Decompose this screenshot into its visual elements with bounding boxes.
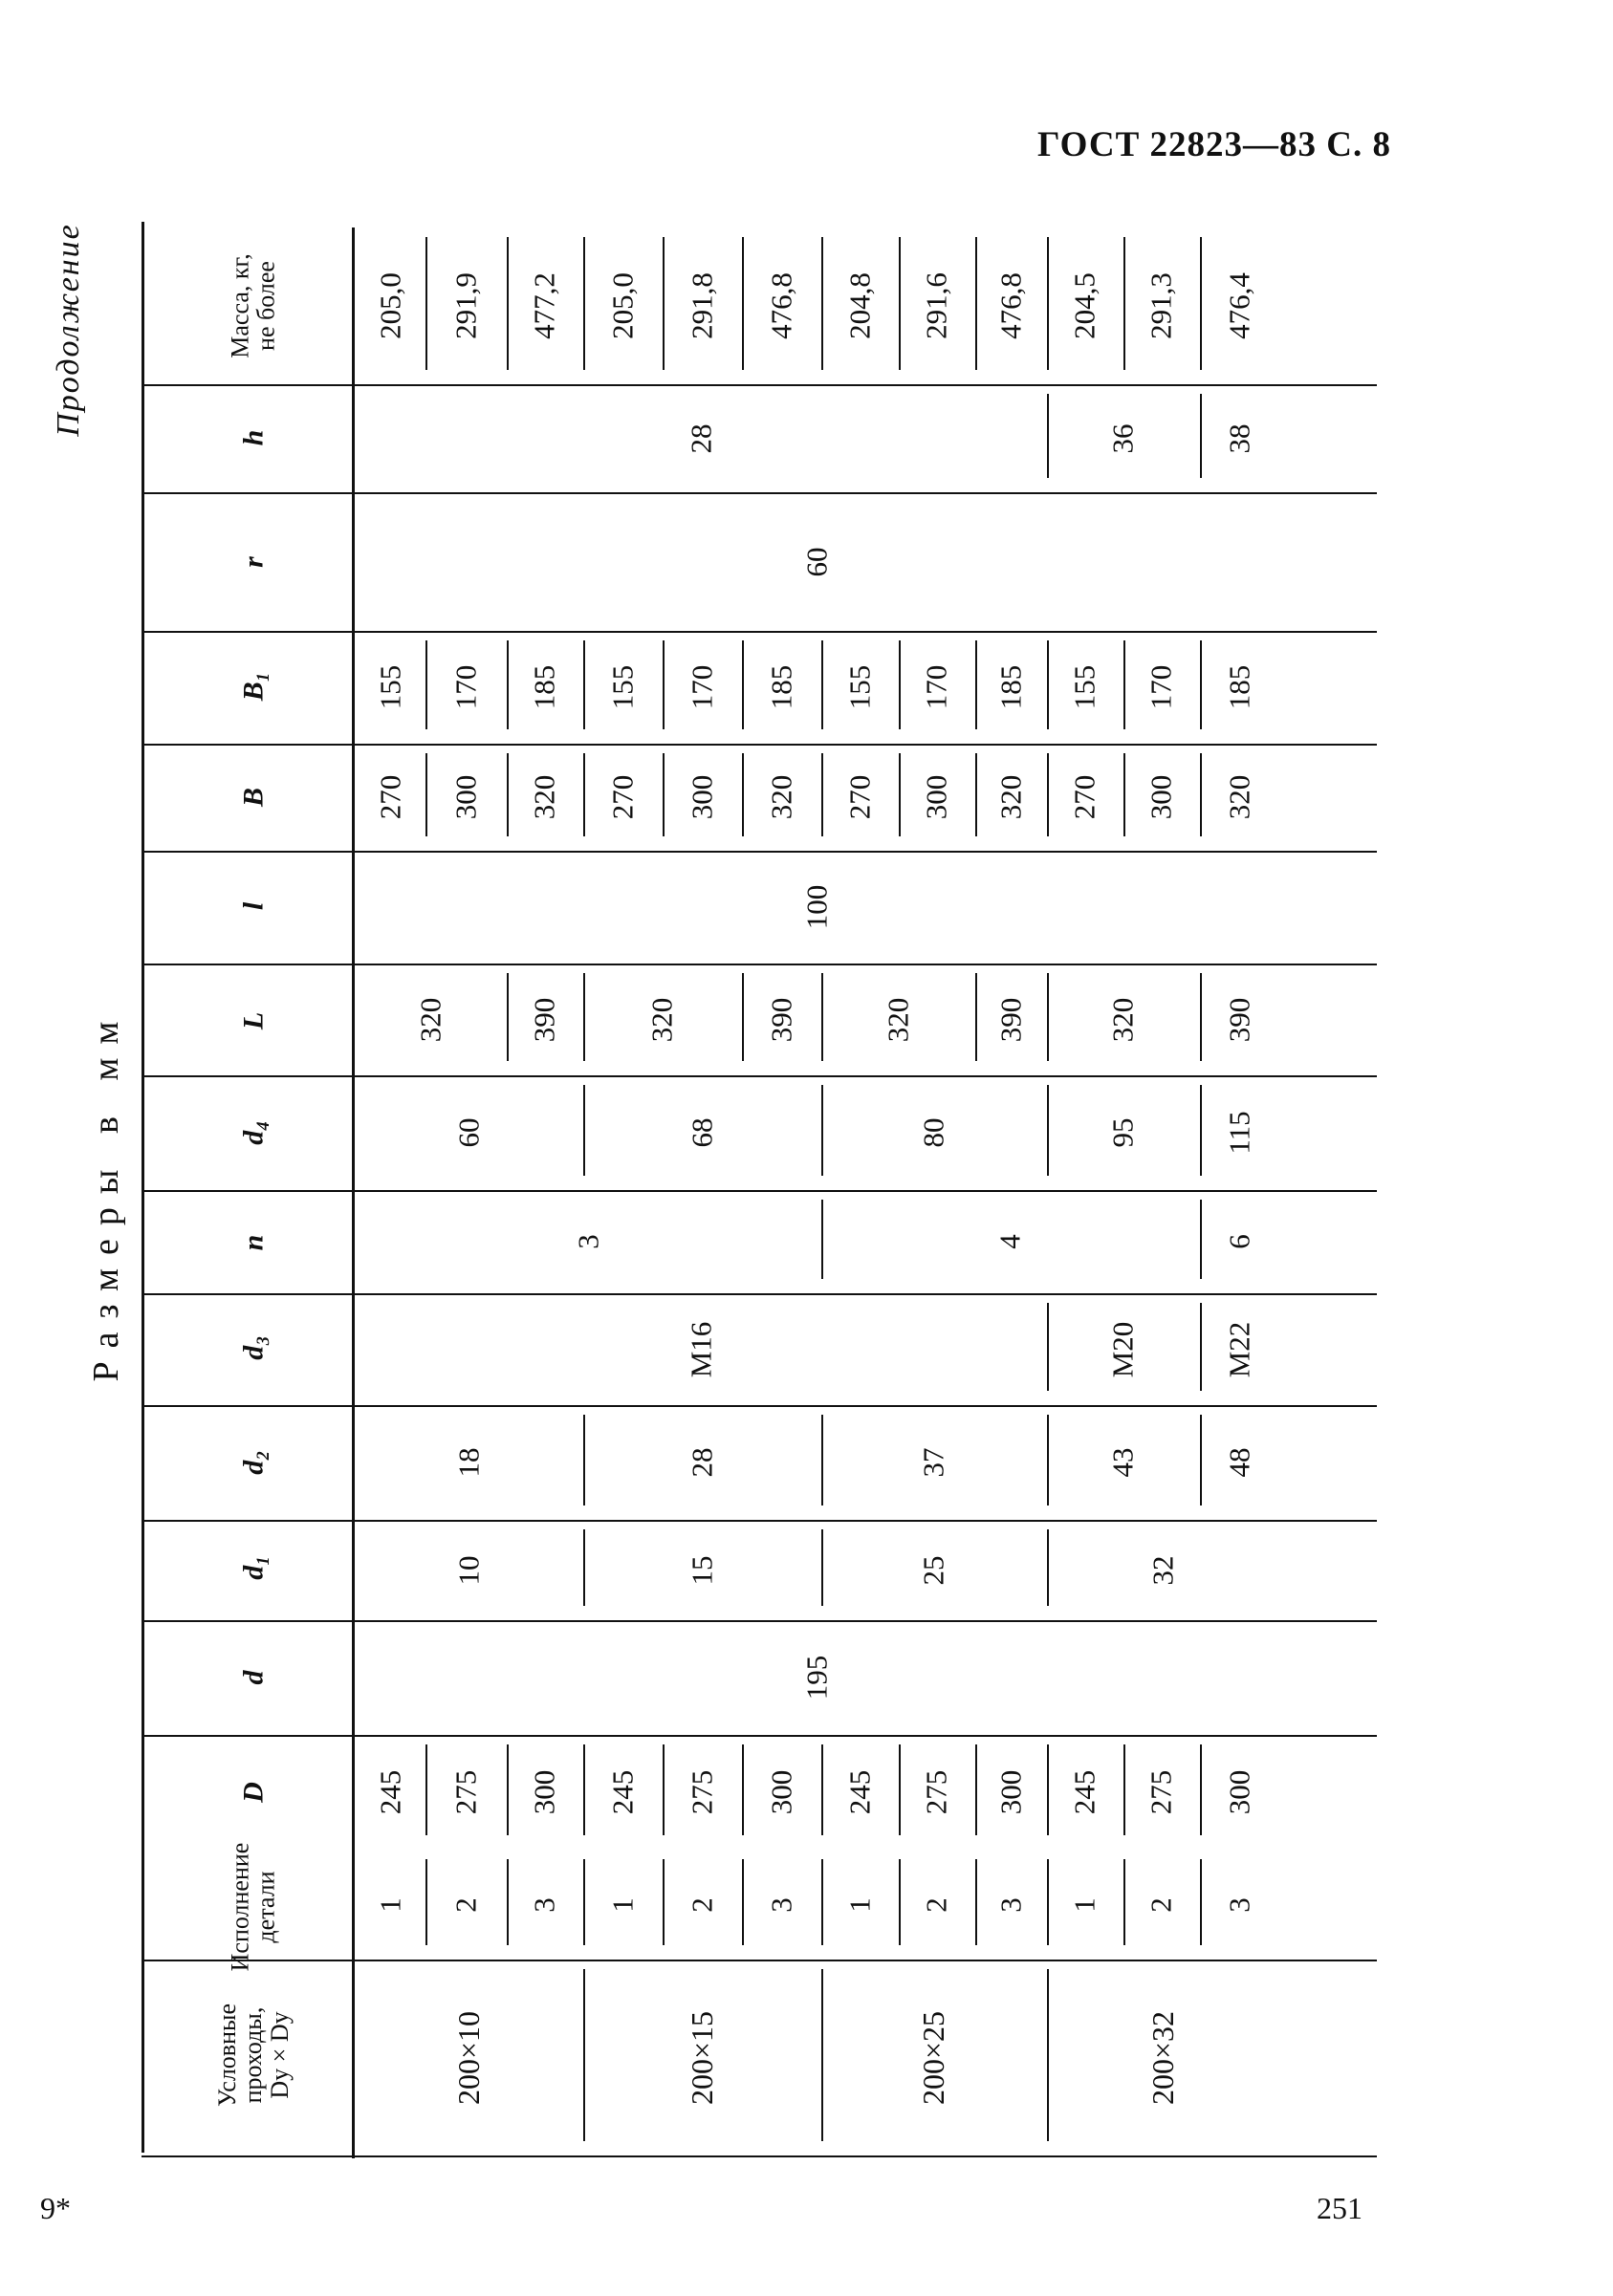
cell-B: 300 [685, 774, 719, 820]
row-divider [1123, 237, 1125, 370]
group-divider [1200, 1415, 1202, 1505]
cell-D: 245 [1067, 1769, 1101, 1815]
header-d4: d₄ [237, 1120, 270, 1145]
group-r: 60 [799, 547, 834, 576]
cell-mass: 205,0 [605, 272, 640, 339]
cell-mass: 291,3 [1144, 272, 1178, 339]
row-divider [663, 1744, 665, 1835]
cell-B1: 185 [1222, 664, 1256, 710]
group-d2: 18 [451, 1447, 486, 1478]
row-divider [425, 237, 427, 370]
group-d4: 80 [916, 1117, 950, 1148]
group-divider [1200, 1303, 1202, 1391]
cell-mass: 476,8 [764, 272, 798, 339]
header-passage: Условные проходы, Dу × Dу [213, 2004, 294, 2107]
row-divider [742, 237, 744, 370]
group-d2: 37 [916, 1447, 950, 1478]
cell-D: 275 [685, 1769, 719, 1815]
group-d1: 10 [451, 1555, 486, 1585]
row-divider [975, 1744, 977, 1835]
row-divider [975, 753, 977, 836]
group-d2: 48 [1222, 1447, 1256, 1478]
header-d2: d₂ [237, 1450, 270, 1475]
continuation-label: Продолжение [51, 223, 87, 437]
row-divider [425, 640, 427, 729]
group-divider [821, 1200, 823, 1279]
cell-execution: 2 [1144, 1896, 1178, 1913]
group-d3: M22 [1222, 1321, 1256, 1377]
cell-B: 300 [919, 774, 953, 820]
row-divider [663, 1859, 665, 1945]
column-divider [142, 1293, 1377, 1295]
footer-signature: 9* [40, 2191, 71, 2225]
row-divider [821, 1744, 823, 1835]
group-divider [1047, 394, 1049, 478]
header-h: h [237, 429, 270, 446]
cell-mass: 291,8 [685, 272, 719, 339]
group-L: 390 [764, 997, 798, 1042]
row-divider [742, 640, 744, 729]
row-divider [899, 237, 901, 370]
group-divider [821, 1415, 823, 1505]
row-divider [975, 640, 977, 729]
cell-execution: 1 [842, 1896, 877, 1913]
cell-B1: 170 [1144, 664, 1178, 710]
row-divider [507, 640, 509, 729]
group-d3: M20 [1105, 1321, 1140, 1377]
row-divider [1200, 237, 1202, 370]
group-divider [821, 1969, 823, 2141]
group-d4: 115 [1222, 1111, 1256, 1155]
group-divider [583, 1529, 585, 1606]
cell-mass: 204,8 [842, 272, 877, 339]
cell-B1: 170 [448, 664, 483, 710]
cell-execution: 1 [1067, 1896, 1101, 1913]
header-B1: B₁ [237, 671, 270, 702]
group-divider [742, 973, 744, 1061]
group-L: 390 [993, 997, 1028, 1042]
row-divider [899, 640, 901, 729]
cell-D: 245 [605, 1769, 640, 1815]
cell-D: 300 [764, 1769, 798, 1815]
group-d4: 95 [1105, 1117, 1140, 1148]
cell-execution: 1 [373, 1896, 407, 1913]
row-divider [742, 1859, 744, 1945]
row-divider [742, 753, 744, 836]
cell-B1: 185 [993, 664, 1028, 710]
group-L: 320 [881, 997, 915, 1042]
group-d1: 15 [685, 1555, 719, 1585]
row-divider [899, 1744, 901, 1835]
row-divider [663, 237, 665, 370]
row-divider [507, 1859, 509, 1945]
group-h: 38 [1222, 423, 1256, 453]
group-divider [583, 973, 585, 1061]
group-passage: 200×10 [451, 2010, 487, 2105]
cell-B1: 170 [919, 664, 953, 710]
cell-execution: 3 [764, 1896, 798, 1913]
cell-execution: 2 [685, 1896, 719, 1913]
cell-B: 320 [764, 774, 798, 820]
table-left-border [142, 222, 144, 2153]
group-divider [507, 973, 509, 1061]
row-divider [1200, 640, 1202, 729]
header-L: L [237, 1011, 270, 1030]
row-divider [663, 753, 665, 836]
group-n: 4 [992, 1234, 1027, 1249]
cell-mass: 476,4 [1222, 272, 1256, 339]
group-L: 320 [644, 997, 679, 1042]
group-divider [821, 1085, 823, 1176]
header-d3: d₃ [237, 1335, 270, 1360]
group-divider [1200, 973, 1202, 1061]
group-passage: 200×15 [684, 2010, 719, 2105]
row-divider [1123, 1859, 1125, 1945]
row-divider [583, 753, 585, 836]
row-divider [821, 753, 823, 836]
group-divider [1047, 1085, 1049, 1176]
cell-B1: 155 [373, 664, 407, 710]
cell-execution: 3 [527, 1896, 561, 1913]
cell-D: 275 [1144, 1769, 1178, 1815]
cell-D: 245 [373, 1769, 407, 1815]
group-passage: 200×25 [916, 2010, 951, 2105]
row-divider [507, 237, 509, 370]
cell-B1: 155 [605, 664, 640, 710]
column-divider [142, 964, 1377, 965]
page-header: ГОСТ 22823—83 С. 8 [1037, 125, 1391, 164]
group-h: 36 [1105, 423, 1140, 453]
group-divider [1047, 1303, 1049, 1391]
row-divider [975, 237, 977, 370]
cell-D: 275 [919, 1769, 953, 1815]
group-d: 195 [799, 1655, 834, 1700]
cell-B: 320 [527, 774, 561, 820]
row-divider [583, 1859, 585, 1945]
column-divider [142, 744, 1377, 746]
row-divider [821, 1859, 823, 1945]
header-d: d [237, 1670, 270, 1685]
group-divider [583, 1969, 585, 2141]
header-execution: Исполнение детали [226, 1842, 280, 1972]
row-divider [899, 1859, 901, 1945]
column-divider [142, 492, 1377, 494]
cell-B1: 170 [685, 664, 719, 710]
column-divider [142, 1190, 1377, 1192]
column-divider [142, 851, 1377, 853]
row-divider [507, 1744, 509, 1835]
column-divider [142, 631, 1377, 633]
row-divider [899, 753, 901, 836]
group-d2: 28 [685, 1447, 719, 1478]
cell-B1: 155 [1067, 664, 1101, 710]
cell-execution: 3 [1222, 1896, 1256, 1913]
row-divider [583, 1744, 585, 1835]
row-divider [425, 1859, 427, 1945]
group-d2: 43 [1105, 1447, 1140, 1478]
row-divider [821, 640, 823, 729]
cell-mass: 205,0 [373, 272, 407, 339]
cell-D: 300 [527, 1769, 561, 1815]
group-passage: 200×32 [1144, 2010, 1180, 2105]
column-divider [142, 1405, 1377, 1407]
cell-mass: 291,9 [448, 272, 483, 339]
cell-B: 300 [448, 774, 483, 820]
cell-B: 320 [993, 774, 1028, 820]
header-d1: d₁ [237, 1555, 270, 1580]
column-divider [142, 1620, 1377, 1622]
cell-D: 300 [993, 1769, 1028, 1815]
cell-B1: 155 [842, 664, 877, 710]
group-h: 28 [684, 423, 718, 453]
cell-B1: 185 [527, 664, 561, 710]
cell-B: 320 [1222, 774, 1256, 820]
header-B: B [237, 787, 270, 808]
row-divider [425, 753, 427, 836]
cell-B: 270 [1067, 774, 1101, 820]
cell-execution: 1 [605, 1896, 640, 1913]
row-divider [1200, 753, 1202, 836]
column-divider [142, 1735, 1377, 1737]
dimensions-caption: Размеры в мм [86, 1007, 127, 1382]
column-divider [142, 384, 1377, 386]
group-divider [1047, 1969, 1049, 2141]
group-divider [975, 973, 977, 1061]
group-n: 6 [1222, 1234, 1256, 1249]
row-divider [1047, 753, 1049, 836]
row-divider [1047, 640, 1049, 729]
group-divider [1200, 394, 1202, 478]
cell-D: 275 [448, 1769, 483, 1815]
cell-B: 270 [842, 774, 877, 820]
cell-B: 300 [1144, 774, 1178, 820]
group-divider [583, 1415, 585, 1505]
group-d3: M16 [684, 1321, 718, 1377]
row-divider [1047, 237, 1049, 370]
group-L: 320 [1105, 997, 1140, 1042]
cell-B: 270 [605, 774, 640, 820]
row-divider [583, 640, 585, 729]
cell-execution: 3 [993, 1896, 1028, 1913]
row-divider [507, 753, 509, 836]
row-divider [1047, 1744, 1049, 1835]
group-d4: 68 [685, 1117, 719, 1148]
group-divider [583, 1085, 585, 1176]
cell-execution: 2 [919, 1896, 953, 1913]
table-header-border [352, 227, 355, 2158]
group-d4: 60 [451, 1117, 486, 1148]
row-divider [583, 237, 585, 370]
row-divider [663, 640, 665, 729]
cell-B: 270 [373, 774, 407, 820]
group-L: 390 [1222, 997, 1256, 1042]
group-divider [1200, 1085, 1202, 1176]
header-n: n [237, 1234, 270, 1251]
row-divider [975, 1859, 977, 1945]
group-n: 3 [571, 1234, 605, 1249]
page-number: 251 [1317, 2191, 1362, 2225]
group-divider [821, 973, 823, 1061]
group-L: 390 [527, 997, 561, 1042]
header-l: l [237, 901, 270, 911]
column-divider [142, 2155, 1377, 2157]
column-divider [142, 1520, 1377, 1522]
row-divider [742, 1744, 744, 1835]
row-divider [1200, 1859, 1202, 1945]
header-D: D [237, 1782, 270, 1803]
header-mass: Масса, кг, не более [226, 253, 280, 358]
row-divider [1123, 640, 1125, 729]
cell-mass: 477,2 [527, 272, 561, 339]
group-divider [821, 1529, 823, 1606]
group-divider [1047, 1529, 1049, 1606]
cell-B1: 185 [764, 664, 798, 710]
cell-D: 245 [842, 1769, 877, 1815]
group-d1: 25 [916, 1555, 950, 1585]
header-r: r [237, 556, 270, 568]
row-divider [1047, 1859, 1049, 1945]
group-l: 100 [799, 884, 834, 930]
row-divider [425, 1744, 427, 1835]
cell-execution: 2 [448, 1896, 483, 1913]
row-divider [1123, 753, 1125, 836]
row-divider [821, 237, 823, 370]
column-divider [142, 1075, 1377, 1077]
group-divider [1047, 973, 1049, 1061]
cell-mass: 291,6 [919, 272, 953, 339]
cell-D: 300 [1222, 1769, 1256, 1815]
cell-mass: 476,8 [993, 272, 1028, 339]
row-divider [1123, 1744, 1125, 1835]
row-divider [1200, 1744, 1202, 1835]
group-divider [1047, 1415, 1049, 1505]
column-divider [142, 1960, 1377, 1961]
group-divider [1200, 1200, 1202, 1279]
group-d1: 32 [1145, 1555, 1180, 1585]
group-L: 320 [413, 997, 447, 1042]
cell-mass: 204,5 [1067, 272, 1101, 339]
